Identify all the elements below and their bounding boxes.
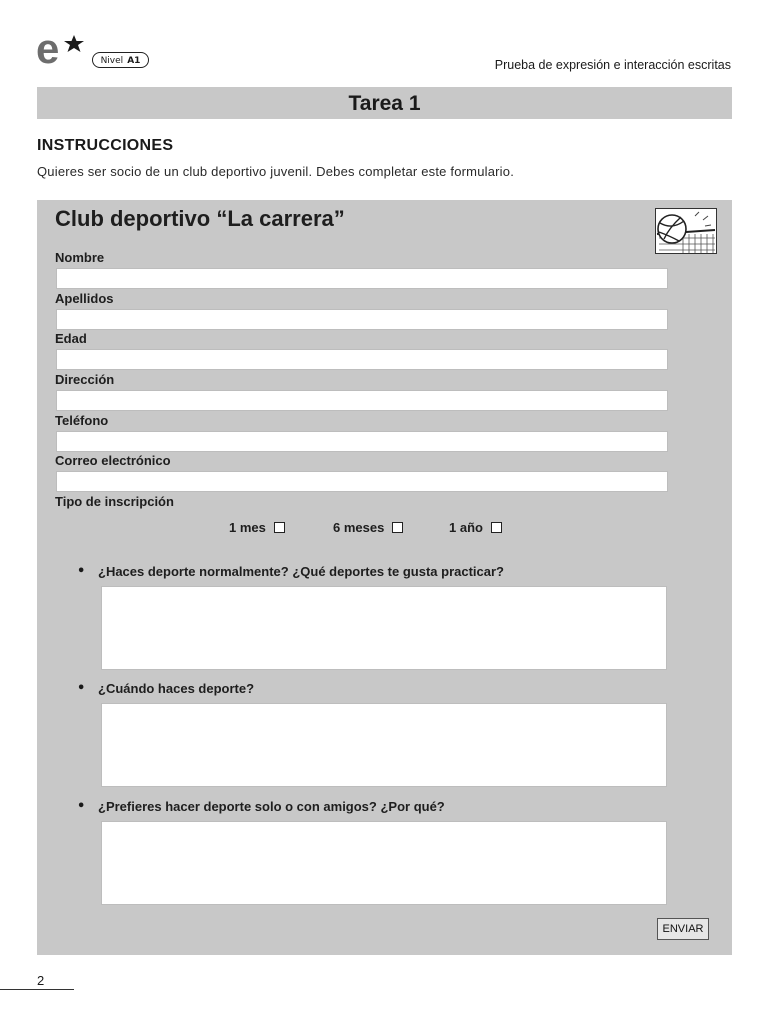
subscription-label: Tipo de inscripción bbox=[55, 494, 174, 509]
surname-field[interactable] bbox=[56, 309, 668, 330]
bullet-icon: • bbox=[77, 564, 86, 579]
volleyball-icon bbox=[655, 208, 717, 254]
page-number-underline bbox=[0, 989, 74, 990]
address-field[interactable] bbox=[56, 390, 668, 411]
instructions-text: Quieres ser socio de un club deportivo juvenil. Debes completar este formulario. bbox=[37, 164, 515, 179]
level-badge bbox=[92, 52, 149, 68]
email-label: Correo electrónico bbox=[55, 453, 171, 468]
registration-form bbox=[37, 200, 732, 955]
star-icon bbox=[62, 34, 86, 54]
option-1-month-label: 1 mes bbox=[229, 520, 266, 535]
instructions-heading: INSTRUCCIONES bbox=[37, 137, 174, 154]
submit-button[interactable]: ENVIAR bbox=[657, 918, 709, 940]
form-title: Club deportivo “La carrera” bbox=[55, 206, 345, 231]
logo-letter: e bbox=[36, 25, 60, 72]
address-label: Dirección bbox=[55, 372, 115, 387]
level-label: Nivel bbox=[100, 56, 124, 66]
level-value: A1 bbox=[127, 56, 141, 66]
name-field[interactable] bbox=[56, 268, 668, 289]
question-3: ¿Prefieres hacer deporte solo o con amigos? ¿Por qué? bbox=[98, 799, 445, 814]
option-6-months-checkbox[interactable] bbox=[392, 522, 403, 533]
answer-1-textarea[interactable] bbox=[101, 586, 667, 670]
option-1-month[interactable] bbox=[229, 520, 285, 535]
age-field[interactable] bbox=[56, 349, 668, 370]
answer-2-textarea[interactable] bbox=[101, 703, 667, 787]
bullet-icon: • bbox=[77, 799, 86, 814]
option-6-months-label: 6 meses bbox=[333, 520, 385, 535]
task-title: Tarea 1 bbox=[37, 87, 732, 119]
logo bbox=[36, 25, 90, 74]
option-1-year-label: 1 año bbox=[449, 520, 483, 535]
answer-3-textarea[interactable] bbox=[101, 821, 667, 905]
page-number: 2 bbox=[37, 973, 45, 988]
name-label: Nombre bbox=[55, 250, 105, 265]
option-6-months[interactable] bbox=[333, 520, 403, 535]
option-1-year-checkbox[interactable] bbox=[491, 522, 502, 533]
phone-field[interactable] bbox=[56, 431, 668, 452]
phone-label: Teléfono bbox=[55, 413, 109, 428]
question-1: ¿Haces deporte normalmente? ¿Qué deportes te gusta practicar? bbox=[98, 564, 504, 579]
bullet-icon: • bbox=[77, 681, 86, 696]
age-label: Edad bbox=[55, 331, 87, 346]
exam-title: Prueba de expresión e interacción escritas bbox=[494, 58, 731, 72]
option-1-year[interactable] bbox=[449, 520, 502, 535]
surname-label: Apellidos bbox=[55, 291, 114, 306]
email-field[interactable] bbox=[56, 471, 668, 492]
question-2: ¿Cuándo haces deporte? bbox=[98, 681, 255, 696]
option-1-month-checkbox[interactable] bbox=[274, 522, 285, 533]
